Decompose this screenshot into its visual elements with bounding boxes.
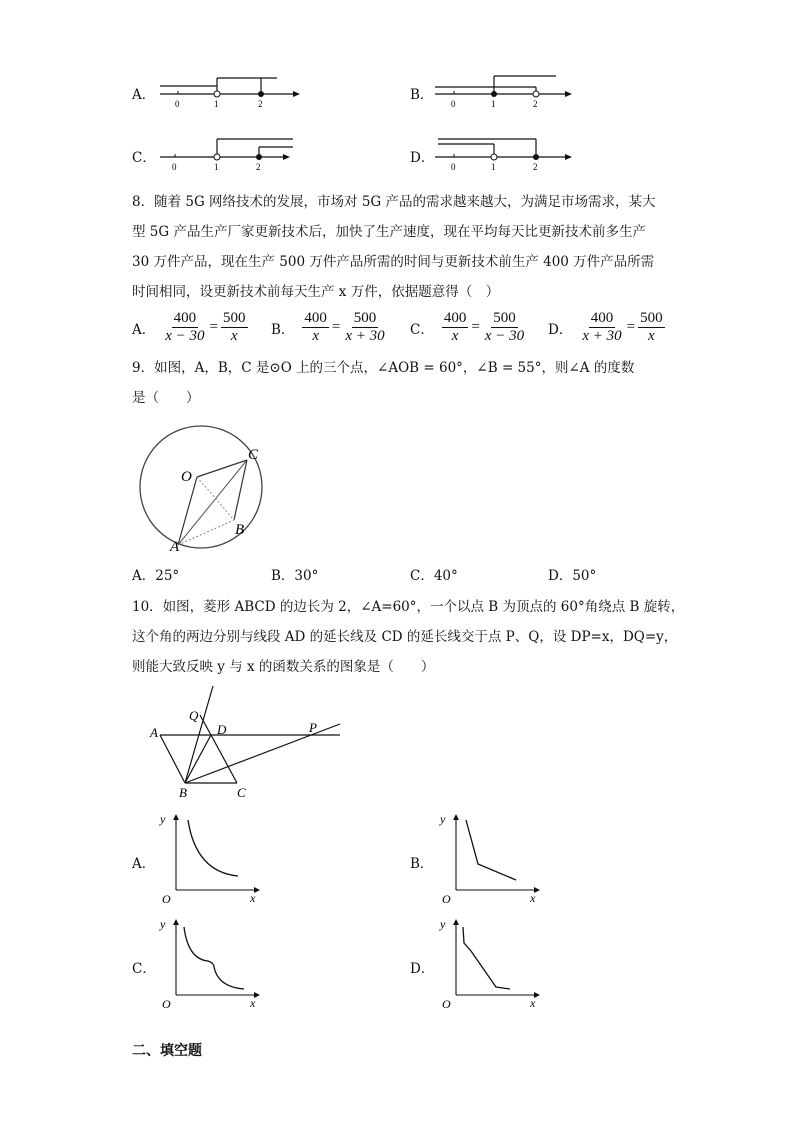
right-numerator: 500 [493, 310, 516, 326]
right-denominator: x + 30 [345, 328, 385, 344]
tick-2: 2 [258, 99, 263, 109]
left-denominator: x [451, 328, 459, 344]
tick-0: 0 [172, 162, 177, 172]
q10-option-d-label: D． [410, 961, 435, 977]
q9-circle-figure [135, 425, 275, 555]
q9-option-d[interactable] [548, 566, 596, 586]
tick-0: 0 [451, 99, 456, 109]
origin-label: O [162, 997, 171, 1011]
q9-option-a[interactable] [132, 566, 179, 586]
left-denominator: x + 30 [582, 328, 622, 344]
point-q-label: Q [189, 708, 199, 723]
option-label: C． [410, 321, 434, 338]
tick-1: 1 [491, 99, 496, 109]
y-axis-label: y [440, 917, 446, 931]
q7-option-b-label: B． [410, 87, 434, 103]
q8-line-2: 型 5G 产品生产厂家更新技术后，加快了生产速度，现在平均每天比更新技术前多生产 [132, 224, 646, 240]
option-value: 25° [155, 568, 180, 584]
left-numerator: 400 [443, 310, 467, 326]
right-denominator: x [647, 328, 655, 344]
option-value: 30° [294, 568, 319, 584]
q7-option-c-label: C． [132, 150, 156, 166]
x-axis-label: x [530, 996, 536, 1010]
point-a-label: A [170, 539, 180, 555]
q7-option-a-numberline [155, 70, 305, 112]
q7-option-a-label: A． [132, 87, 156, 103]
option-label: A． [132, 568, 156, 584]
x-axis-label: x [250, 891, 256, 905]
q10-line-3: 则能大致反映 y 与 x 的函数关系的图象是（ ） [132, 659, 435, 675]
tick-1: 1 [214, 162, 219, 172]
left-denominator: x − 30 [165, 328, 205, 344]
point-c-label: C [248, 447, 259, 463]
q10-option-c-label: C． [132, 961, 156, 977]
right-denominator: x − 30 [484, 328, 525, 344]
point-b-label: B [179, 785, 187, 800]
q10-option-c-graph[interactable] [158, 917, 268, 1012]
q10-rhombus-figure [145, 683, 350, 803]
q10-option-a-label: A． [132, 856, 156, 872]
q8-line-3: 30 万件产品，现在生产 500 万件产品所需的时间与更新技术前生产 400 万件产品所需 [132, 254, 655, 270]
left-numerator: 400 [173, 310, 197, 326]
option-label: B． [271, 568, 295, 584]
q10-line-2: 这个角的两边分别与线段 AD 的延长线及 CD 的延长线交于点 P、Q，设 DP=x，DQ=y， [132, 629, 678, 645]
tick-2: 2 [256, 162, 261, 172]
q7-option-b-numberline [430, 70, 580, 112]
q9-option-b[interactable] [271, 566, 318, 586]
y-axis-label: y [160, 812, 166, 826]
q8-line-1: 8．随着 5G 网络技术的发展，市场对 5G 产品的需求越来越大，为满足市场需求，某大 [132, 194, 656, 210]
option-value: 50° [572, 568, 597, 584]
point-c-label: C [237, 785, 246, 800]
q9-line-2: 是（ ） [132, 390, 200, 406]
q8-option-a[interactable]: A． $\frac{400}{x - 30}$ = $\frac{500}{x}$ [132, 310, 246, 344]
q10-line-1: 10．如图，菱形 ABCD 的边长为 2，∠A=60°，一个以点 B 为顶点的 60°角绕点 B 旋转， [132, 599, 685, 615]
q10-option-b-label: B． [410, 856, 434, 872]
q7-option-d-label: D． [410, 150, 435, 166]
tick-1: 1 [491, 162, 496, 172]
tick-0: 0 [451, 162, 456, 172]
q8-line-4: 时间相同，设更新技术前每天生产 x 万件，依据题意得（ ） [132, 284, 500, 300]
q8-option-d[interactable]: D． $\frac{400}{x + 30}$ = $\frac{500}{x}$ [548, 310, 663, 344]
q9-line-1: 9．如图，A，B，C 是⊙O 上的三个点，∠AOB = 60°，∠B = 55°，则∠A 的度数 [132, 360, 635, 376]
tick-2: 2 [533, 99, 538, 109]
left-denominator: x [312, 328, 319, 344]
q9-option-c[interactable] [410, 566, 458, 586]
point-a-label: A [150, 725, 158, 740]
section-title-fill-in: 二、填空题 [132, 1043, 202, 1059]
right-numerator: 500 [223, 310, 246, 326]
point-d-label: D [217, 722, 227, 737]
left-numerator: 400 [590, 310, 614, 326]
point-p-label: P [309, 720, 317, 735]
q7-option-c-numberline [155, 133, 305, 175]
origin-label: O [162, 892, 171, 906]
origin-label: O [442, 892, 451, 906]
q10-option-b-graph[interactable] [438, 812, 548, 907]
y-axis-label: y [440, 812, 446, 826]
tick-0: 0 [175, 99, 180, 109]
x-axis-label: x [250, 996, 256, 1010]
point-b-label: B [235, 522, 245, 538]
x-axis-label: x [530, 891, 536, 905]
q8-option-b[interactable]: B． $\frac{400}{x}$ = $\frac{500}{x + 30}$ [271, 310, 385, 344]
option-label: B． [271, 321, 295, 338]
y-axis-label: y [160, 917, 166, 931]
q10-option-a-graph[interactable] [158, 812, 268, 907]
point-o-label: O [181, 469, 192, 485]
right-denominator: x [230, 328, 238, 344]
option-label: D． [548, 568, 573, 584]
right-numerator: 500 [640, 310, 663, 326]
q8-option-c[interactable]: C． $\frac{400}{x}$ = $\frac{500}{x - 30}$ [410, 310, 525, 344]
origin-label: O [442, 997, 451, 1011]
tick-2: 2 [533, 162, 538, 172]
option-label: A． [132, 321, 156, 338]
q7-option-d-numberline [430, 133, 580, 175]
option-label: D． [548, 321, 573, 338]
left-numerator: 400 [304, 310, 327, 326]
tick-1: 1 [214, 99, 219, 109]
option-value: 40° [433, 568, 458, 584]
option-label: C． [410, 568, 434, 584]
right-numerator: 500 [353, 310, 377, 326]
q10-option-d-graph[interactable] [438, 917, 548, 1012]
